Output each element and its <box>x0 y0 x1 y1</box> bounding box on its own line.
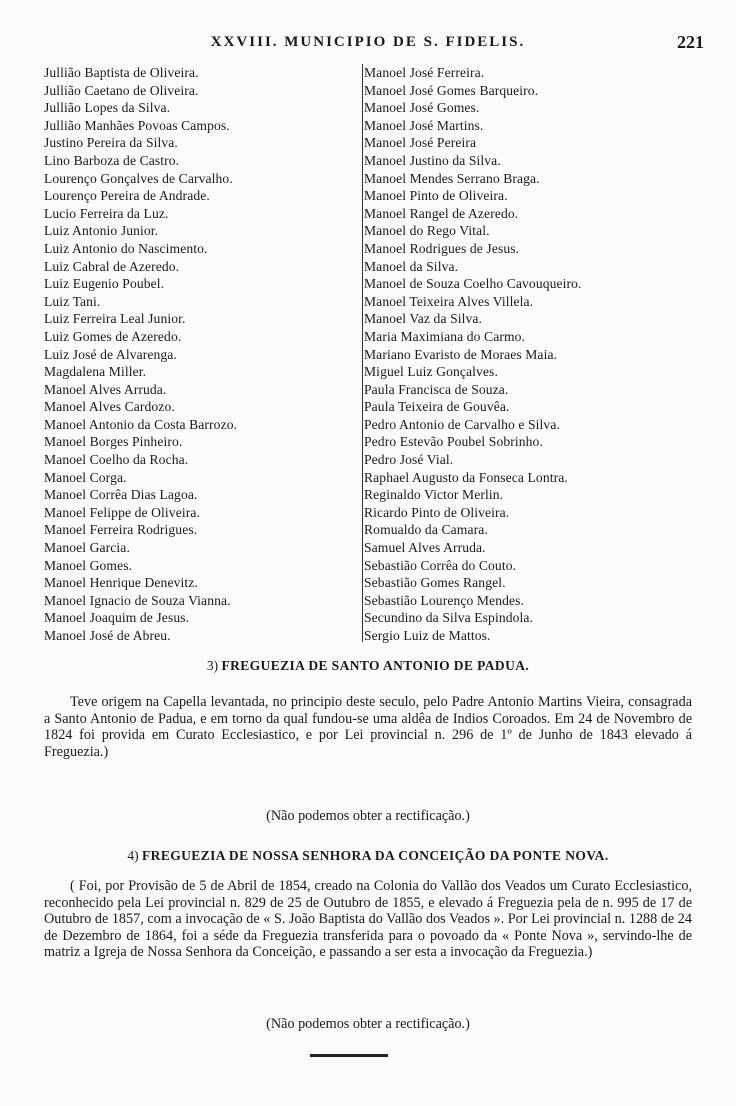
section-number: 3) <box>206 658 219 673</box>
section-paragraph-3: Teve origem na Capella levantada, no principio deste seculo, pelo Padre Antonio Martins Vieira, consagrada a Santo Antonio de Padua, e em torno da qual fundou-se uma aldêa de Indios Coroados. Em 24 de Novembro de 1824 foi provida em Curato Ecclesiastico, e por Lei provincial n. 296 de 1º de Junho de 1843 elevado á Freguezia.) <box>44 694 692 760</box>
rectification-note-4: (Não podemos obter a rectificação.) <box>266 1016 470 1032</box>
name-entry: Manoel José Ferreira. <box>364 65 485 80</box>
name-entry: Jullião Manhães Povoas Campos. <box>44 117 230 133</box>
name-entry: Miguel Luiz Gonçalves. <box>364 364 498 380</box>
name-entry: Sebastião Gomes Rangel. <box>364 575 506 591</box>
name-entry: Luiz Antonio do Nascimento. <box>44 240 208 256</box>
name-entry: Manoel José Martins. <box>364 117 484 133</box>
name-entry: Justino Pereira da Silva. <box>44 135 178 151</box>
name-entry: Manoel Borges Pinheiro. <box>44 434 183 450</box>
name-entry: Manoel Gomes. <box>44 557 133 573</box>
name-entry: Manoel Coelho da Rocha. <box>44 452 189 468</box>
name-entry: Lucio Ferreira da Luz. <box>44 205 169 221</box>
name-entry: Manoel do Rego Vital. <box>364 223 490 239</box>
name-entry: Manoel Alves Cardozo. <box>44 399 175 415</box>
name-entry: Pedro Estevão Poubel Sobrinho. <box>364 434 543 450</box>
section-number: 4) <box>127 848 139 863</box>
name-entry: Sergio Luiz de Mattos. <box>364 628 491 643</box>
column-divider <box>362 64 363 642</box>
name-entry: Manoel Rangel de Azeredo. <box>364 205 519 221</box>
name-entry: Manoel Felippe de Oliveira. <box>44 504 200 520</box>
name-column-left <box>44 64 356 645</box>
name-entry: Secundino da Silva Espindola. <box>364 610 534 626</box>
section-title: FREGUEZIA DE SANTO ANTONIO DE PADUA. <box>221 658 530 673</box>
name-entry: Sebastião Lourenço Mendes. <box>364 592 525 608</box>
name-entry: Manoel Pinto de Oliveira. <box>364 188 508 204</box>
name-entry: Manoel Justino da Silva. <box>364 152 501 168</box>
name-entry: Manoel Teixeira Alves Villela. <box>364 293 534 309</box>
name-entry: Luiz Antonio Junior. <box>44 223 159 239</box>
name-entry: Paula Francisca de Souza. <box>364 381 509 397</box>
end-rule <box>310 1054 388 1057</box>
name-entry: Jullião Lopes da Silva. <box>44 100 171 116</box>
name-entry: Pedro Antonio de Carvalho e Silva. <box>364 416 560 432</box>
name-entry: Manoel José Gomes Barqueiro. <box>364 82 539 98</box>
name-entry: Samuel Alves Arruda. <box>364 540 486 556</box>
name-entry: Lourenço Pereira de Andrade. <box>44 188 210 204</box>
name-entry: Luiz José de Alvarenga. <box>44 346 177 362</box>
name-entry: Magdalena Miller. <box>44 364 147 380</box>
name-list <box>44 64 712 642</box>
name-entry: Manoel Vaz da Silva. <box>364 311 483 327</box>
name-entry: Luiz Gomes de Azeredo. <box>44 328 182 344</box>
name-entry: Pedro José Vial. <box>364 452 454 468</box>
name-entry: Mariano Evaristo de Moraes Maia. <box>364 346 558 362</box>
name-entry: Manoel José Gomes. <box>364 100 480 116</box>
section-heading-3 <box>30 658 706 674</box>
running-head <box>0 34 736 58</box>
name-entry: Raphael Augusto da Fonseca Lontra. <box>364 469 568 485</box>
name-entry: Luiz Eugenio Poubel. <box>44 276 165 292</box>
section-heading-4 <box>30 848 706 864</box>
name-column-right <box>364 64 712 645</box>
name-entry: Manoel Ignacio de Souza Vianna. <box>44 592 231 608</box>
name-entry: Reginaldo Victor Merlin. <box>364 487 504 503</box>
name-entry: Manoel da Silva. <box>364 258 459 274</box>
name-entry: Manoel Corga. <box>44 469 127 485</box>
name-entry: Manoel Garcia. <box>44 540 130 556</box>
name-entry: Lourenço Gonçalves de Carvalho. <box>44 170 233 186</box>
name-entry: Ricardo Pinto de Oliveira. <box>364 504 510 520</box>
name-entry: Lino Barboza de Castro. <box>44 152 180 168</box>
name-entry: Manoel Ferreira Rodrigues. <box>44 522 198 538</box>
name-entry: Paula Teixeira de Gouvêa. <box>364 399 510 415</box>
name-entry: Manoel Corrêa Dias Lagoa. <box>44 487 198 503</box>
name-entry: Manoel Henrique Denevitz. <box>44 575 198 591</box>
rectification-note-3: (Não podemos obter a rectificação.) <box>266 808 470 824</box>
name-entry: Sebastião Corrêa do Couto. <box>364 557 517 573</box>
name-entry: Luiz Tani. <box>44 293 101 309</box>
name-entry: Manoel de Souza Coelho Cavouqueiro. <box>364 276 582 292</box>
name-entry: Manoel Joaquim de Jesus. <box>44 610 190 626</box>
section-paragraph-4: ( Foi, por Provisão de 5 de Abril de 1854, creado na Colonia do Vallão dos Veados um Curato Ecclesiastico, reconhecido pela Lei provincial n. 829 de 25 de Outubro de 1855, e elevado á Freguezia pela de n. 995 de 17 de Outubro de 1857, com a invocação de « S. João Baptista do Vallão dos Veados ». Por Lei provincial n. 1288 de 24 de Dezembro de 1864, foi a séde da Freguezia transferida para o povoado da « Ponte Nova », servindo-lhe de matriz a Igreja de Nossa Senhora da Conceição, e passando a ser esta a invocação da Freguezia.) <box>44 878 692 961</box>
section-title: FREGUEZIA DE NOSSA SENHORA DA CONCEIÇÃO DA PONTE NOVA. <box>142 848 609 863</box>
name-entry: Manoel José de Abreu. <box>44 628 171 643</box>
name-entry: Luiz Cabral de Azeredo. <box>44 258 180 274</box>
name-entry: Luiz Ferreira Leal Junior. <box>44 311 186 327</box>
name-entry: Jullião Baptista de Oliveira. <box>44 65 199 80</box>
running-title: XXVIII. MUNICIPIO DE S. FIDELIS. <box>210 34 526 50</box>
name-entry: Maria Maximiana do Carmo. <box>364 328 526 344</box>
name-entry: Manoel Alves Arruda. <box>44 381 167 397</box>
name-entry: Romualdo da Camara. <box>364 522 488 538</box>
name-entry: Manoel Antonio da Costa Barrozo. <box>44 416 238 432</box>
page-number: 221 <box>677 32 704 52</box>
name-entry: Manoel Rodrigues de Jesus. <box>364 240 520 256</box>
name-entry: Jullião Caetano de Oliveira. <box>44 82 199 98</box>
name-entry: Manoel Mendes Serrano Braga. <box>364 170 540 186</box>
name-entry: Manoel José Pereira <box>364 135 477 151</box>
